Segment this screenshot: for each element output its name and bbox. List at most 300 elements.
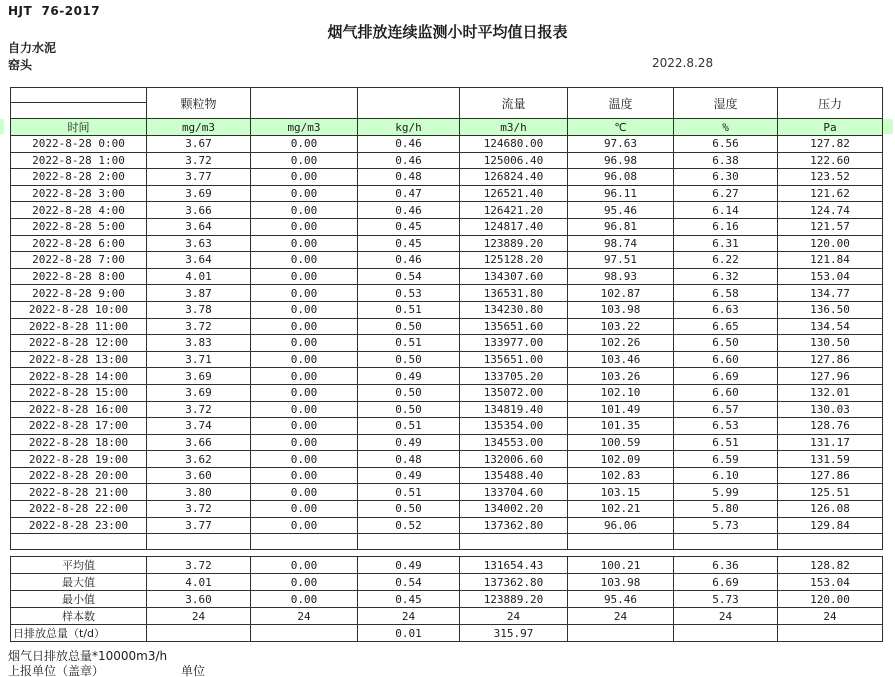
value-cell: 101.49 [568,401,674,418]
value-cell: 0.46 [358,202,460,219]
empty-row [11,534,883,550]
value-cell: 6.65 [674,318,778,335]
value-cell: 3.66 [147,434,251,451]
value-cell: 3.72 [147,401,251,418]
time-cell: 2022-8-28 13:00 [11,351,147,368]
value-cell: 131.17 [778,434,883,451]
summary-value: 137362.80 [460,574,568,591]
value-cell: 136531.80 [460,285,568,302]
value-cell: 124817.40 [460,218,568,235]
value-cell: 102.26 [568,335,674,352]
empty-cell [674,534,778,550]
time-cell: 2022-8-28 2:00 [11,169,147,186]
value-cell: 134002.20 [460,501,568,518]
value-cell: 132006.60 [460,451,568,468]
unit-header-percent: % [674,119,778,136]
value-cell: 3.72 [147,501,251,518]
value-cell: 0.51 [358,484,460,501]
highlight-strip-left [0,119,4,134]
value-cell: 0.50 [358,384,460,401]
unit-header-mg: mg/m3 [147,119,251,136]
value-cell: 3.71 [147,351,251,368]
value-cell: 96.11 [568,185,674,202]
empty-cell [251,534,358,550]
value-cell: 3.69 [147,384,251,401]
value-cell: 127.96 [778,368,883,385]
value-cell: 3.69 [147,368,251,385]
page-title: 烟气排放连续监测小时平均值日报表 [327,23,568,41]
value-cell: 3.77 [147,517,251,534]
value-cell: 0.49 [358,368,460,385]
summary-value: 0.49 [358,557,460,574]
value-cell: 137362.80 [460,517,568,534]
table-row [11,351,883,368]
table-row [11,501,883,518]
summary-label: 日排放总量（t/d） [11,625,147,642]
summary-value: 153.04 [778,574,883,591]
value-cell: 126.08 [778,501,883,518]
summary-value [778,625,883,642]
value-cell: 0.50 [358,318,460,335]
value-cell: 103.26 [568,368,674,385]
group-header-pressure: 压力 [778,88,883,119]
value-cell: 0.49 [358,467,460,484]
value-cell: 6.60 [674,351,778,368]
table-row [11,185,883,202]
time-cell: 2022-8-28 14:00 [11,368,147,385]
time-cell: 2022-8-28 3:00 [11,185,147,202]
value-cell: 3.63 [147,235,251,252]
table-row [11,268,883,285]
time-cell: 2022-8-28 21:00 [11,484,147,501]
value-cell: 121.62 [778,185,883,202]
value-cell: 3.66 [147,202,251,219]
value-cell: 0.53 [358,285,460,302]
report-date: 2022.8.28 [652,56,714,70]
value-cell: 122.60 [778,152,883,169]
value-cell: 0.45 [358,235,460,252]
value-cell: 6.30 [674,169,778,186]
value-cell: 0.00 [251,418,358,435]
value-cell: 6.51 [674,434,778,451]
table-row [11,285,883,302]
value-cell: 134307.60 [460,268,568,285]
value-cell: 134819.40 [460,401,568,418]
value-cell: 102.09 [568,451,674,468]
time-cell: 2022-8-28 17:00 [11,418,147,435]
table-row [11,335,883,352]
value-cell: 98.74 [568,235,674,252]
value-cell: 97.51 [568,252,674,269]
value-cell: 0.00 [251,517,358,534]
table-row [11,169,883,186]
value-cell: 135072.00 [460,384,568,401]
value-cell: 0.51 [358,301,460,318]
summary-value: 3.72 [147,557,251,574]
value-cell: 0.00 [251,202,358,219]
group-header-flow: 流量 [460,88,568,119]
unit-header-mg2: mg/m3 [251,119,358,136]
summary-value: 0.00 [251,557,358,574]
value-cell: 102.87 [568,285,674,302]
value-cell: 6.58 [674,285,778,302]
summary-row [11,625,883,642]
report-unit-label: 上报单位（盖章） [8,664,105,677]
empty-cell [358,534,460,550]
group-header-humidity: 湿度 [674,88,778,119]
value-cell: 6.50 [674,335,778,352]
summary-value: 6.69 [674,574,778,591]
time-cell: 2022-8-28 10:00 [11,301,147,318]
value-cell: 124.74 [778,202,883,219]
unit-header-kgh: kg/h [358,119,460,136]
time-cell: 2022-8-28 1:00 [11,152,147,169]
value-cell: 0.00 [251,467,358,484]
value-cell: 126421.20 [460,202,568,219]
value-cell: 126824.40 [460,169,568,186]
value-cell: 3.67 [147,136,251,153]
value-cell: 6.27 [674,185,778,202]
summary-value: 120.00 [778,591,883,608]
value-cell: 0.00 [251,351,358,368]
value-cell: 130.03 [778,401,883,418]
value-cell: 0.00 [251,501,358,518]
value-cell: 98.93 [568,268,674,285]
value-cell: 0.49 [358,434,460,451]
value-cell: 102.21 [568,501,674,518]
value-cell: 130.50 [778,335,883,352]
summary-label: 平均值 [11,557,147,574]
value-cell: 6.59 [674,451,778,468]
time-cell: 2022-8-28 5:00 [11,218,147,235]
summary-value: 24 [778,608,883,625]
value-cell: 134553.00 [460,434,568,451]
value-cell: 0.47 [358,185,460,202]
value-cell: 0.52 [358,517,460,534]
summary-value [568,625,674,642]
value-cell: 133704.60 [460,484,568,501]
data-rows [11,136,883,534]
value-cell: 123889.20 [460,235,568,252]
value-cell: 102.83 [568,467,674,484]
empty-cell [778,534,883,550]
value-cell: 0.46 [358,152,460,169]
value-cell: 0.46 [358,252,460,269]
time-cell: 2022-8-28 18:00 [11,434,147,451]
value-cell: 0.54 [358,268,460,285]
value-cell: 103.22 [568,318,674,335]
time-cell: 2022-8-28 8:00 [11,268,147,285]
summary-value: 0.01 [358,625,460,642]
value-cell: 0.00 [251,152,358,169]
time-cell: 2022-8-28 16:00 [11,401,147,418]
time-cell: 2022-8-28 0:00 [11,136,147,153]
value-cell: 136.50 [778,301,883,318]
value-cell: 0.00 [251,252,358,269]
value-cell: 133977.00 [460,335,568,352]
value-cell: 0.50 [358,501,460,518]
value-cell: 6.53 [674,418,778,435]
summary-value: 0.45 [358,591,460,608]
value-cell: 121.84 [778,252,883,269]
value-cell: 0.00 [251,169,358,186]
value-cell: 6.22 [674,252,778,269]
group-header-temperature: 温度 [568,88,674,119]
time-cell: 2022-8-28 22:00 [11,501,147,518]
time-cell: 2022-8-28 9:00 [11,285,147,302]
value-cell: 127.86 [778,351,883,368]
summary-row [11,557,883,574]
summary-row [11,591,883,608]
empty-cell [147,534,251,550]
table-row [11,202,883,219]
summary-label: 最大值 [11,574,147,591]
summary-label: 样本数 [11,608,147,625]
unit-header-m3h: m3/h [460,119,568,136]
value-cell: 0.00 [251,268,358,285]
time-cell: 2022-8-28 23:00 [11,517,147,534]
value-cell: 3.69 [147,185,251,202]
empty-cell [568,534,674,550]
value-cell: 5.80 [674,501,778,518]
value-cell: 96.81 [568,218,674,235]
value-cell: 96.08 [568,169,674,186]
value-cell: 135651.00 [460,351,568,368]
value-cell: 127.86 [778,467,883,484]
value-cell: 0.46 [358,136,460,153]
value-cell: 6.38 [674,152,778,169]
value-cell: 95.46 [568,202,674,219]
value-cell: 0.51 [358,418,460,435]
summary-value [147,625,251,642]
value-cell: 6.63 [674,301,778,318]
time-cell: 2022-8-28 12:00 [11,335,147,352]
value-cell: 3.78 [147,301,251,318]
summary-row [11,574,883,591]
value-cell: 134230.80 [460,301,568,318]
value-cell: 0.00 [251,368,358,385]
table-row [11,517,883,534]
value-cell: 134.77 [778,285,883,302]
value-cell: 97.63 [568,136,674,153]
value-cell: 96.06 [568,517,674,534]
summary-value: 24 [251,608,358,625]
value-cell: 0.00 [251,401,358,418]
report-table [10,87,883,550]
summary-value: 100.21 [568,557,674,574]
value-cell: 0.51 [358,335,460,352]
value-cell: 100.59 [568,434,674,451]
value-cell: 0.00 [251,384,358,401]
daily-total-note: 烟气日排放总量*10000m3/h [8,649,168,663]
value-cell: 0.48 [358,451,460,468]
value-cell: 5.99 [674,484,778,501]
value-cell: 0.00 [251,301,358,318]
unit-header-pa: Pa [778,119,883,136]
value-cell: 133705.20 [460,368,568,385]
company-name: 自力水泥 [8,41,57,55]
summary-value: 103.98 [568,574,674,591]
value-cell: 101.35 [568,418,674,435]
time-cell: 2022-8-28 19:00 [11,451,147,468]
empty-cell [11,534,147,550]
time-cell: 2022-8-28 11:00 [11,318,147,335]
summary-value: 131654.43 [460,557,568,574]
value-cell: 125006.40 [460,152,568,169]
standard-label: HJT 76-2017 [8,4,101,18]
value-cell: 3.77 [147,169,251,186]
value-cell: 0.00 [251,285,358,302]
summary-value: 123889.20 [460,591,568,608]
table-row [11,152,883,169]
value-cell: 6.32 [674,268,778,285]
time-cell: 2022-8-28 20:00 [11,467,147,484]
value-cell: 134.54 [778,318,883,335]
table-row [11,418,883,435]
value-cell: 124680.00 [460,136,568,153]
table-row [11,318,883,335]
summary-value: 6.36 [674,557,778,574]
value-cell: 0.48 [358,169,460,186]
summary-value: 5.73 [674,591,778,608]
value-cell: 3.74 [147,418,251,435]
value-cell: 3.64 [147,218,251,235]
value-cell: 131.59 [778,451,883,468]
value-cell: 120.00 [778,235,883,252]
value-cell: 0.00 [251,235,358,252]
summary-rows [11,557,883,642]
value-cell: 3.64 [147,252,251,269]
unit-header-celsius: ℃ [568,119,674,136]
summary-value [251,625,358,642]
highlight-strip-right [883,119,893,134]
value-cell: 0.00 [251,218,358,235]
value-cell: 128.76 [778,418,883,435]
value-cell: 0.45 [358,218,460,235]
unit-header-row [11,119,883,136]
summary-value: 24 [147,608,251,625]
value-cell: 0.00 [251,484,358,501]
value-cell: 3.80 [147,484,251,501]
value-cell: 3.83 [147,335,251,352]
value-cell: 132.01 [778,384,883,401]
value-cell: 3.87 [147,285,251,302]
time-cell: 2022-8-28 7:00 [11,252,147,269]
table-row [11,401,883,418]
filler-section [11,534,883,550]
value-cell: 4.01 [147,268,251,285]
time-column-header: 时间 [11,119,147,136]
value-cell: 129.84 [778,517,883,534]
group-header-empty-2 [358,88,460,119]
value-cell: 126521.40 [460,185,568,202]
summary-value: 24 [358,608,460,625]
value-cell: 103.98 [568,301,674,318]
value-cell: 6.69 [674,368,778,385]
table-row [11,218,883,235]
summary-value: 315.97 [460,625,568,642]
time-header-split-cell [11,88,147,119]
summary-value: 24 [674,608,778,625]
value-cell: 3.60 [147,467,251,484]
summary-value: 95.46 [568,591,674,608]
value-cell: 103.46 [568,351,674,368]
group-header-row [11,88,883,119]
value-cell: 0.00 [251,185,358,202]
value-cell: 6.60 [674,384,778,401]
summary-value: 4.01 [147,574,251,591]
summary-value: 3.60 [147,591,251,608]
value-cell: 5.73 [674,517,778,534]
table-row [11,301,883,318]
group-header-particulate: 颗粒物 [147,88,251,119]
value-cell: 0.50 [358,401,460,418]
value-cell: 3.72 [147,318,251,335]
unit-label: 单位 [181,664,206,677]
summary-table [10,556,883,642]
value-cell: 6.14 [674,202,778,219]
time-cell: 2022-8-28 4:00 [11,202,147,219]
value-cell: 0.00 [251,451,358,468]
value-cell: 96.98 [568,152,674,169]
summary-label: 最小值 [11,591,147,608]
table-row [11,434,883,451]
value-cell: 125128.20 [460,252,568,269]
empty-cell [460,534,568,550]
header-rows [11,88,883,136]
value-cell: 135651.60 [460,318,568,335]
time-cell: 2022-8-28 15:00 [11,384,147,401]
value-cell: 0.00 [251,136,358,153]
value-cell: 125.51 [778,484,883,501]
value-cell: 0.00 [251,434,358,451]
value-cell: 121.57 [778,218,883,235]
value-cell: 6.16 [674,218,778,235]
value-cell: 0.00 [251,318,358,335]
value-cell: 103.15 [568,484,674,501]
time-cell: 2022-8-28 6:00 [11,235,147,252]
value-cell: 6.31 [674,235,778,252]
summary-value: 128.82 [778,557,883,574]
split-divider [11,88,146,103]
value-cell: 6.10 [674,467,778,484]
table-row [11,136,883,153]
value-cell: 123.52 [778,169,883,186]
summary-value: 24 [568,608,674,625]
summary-value: 0.00 [251,574,358,591]
group-header-empty-1 [251,88,358,119]
value-cell: 6.56 [674,136,778,153]
table-row [11,384,883,401]
value-cell: 135488.40 [460,467,568,484]
table-row [11,484,883,501]
summary-value: 0.00 [251,591,358,608]
table-row [11,451,883,468]
value-cell: 102.10 [568,384,674,401]
table-row [11,235,883,252]
summary-value: 24 [460,608,568,625]
summary-row [11,608,883,625]
value-cell: 0.50 [358,351,460,368]
table-row [11,467,883,484]
value-cell: 3.72 [147,152,251,169]
value-cell: 153.04 [778,268,883,285]
table-row [11,252,883,269]
value-cell: 3.62 [147,451,251,468]
monitoring-point: 窑头 [8,58,33,72]
value-cell: 6.57 [674,401,778,418]
value-cell: 135354.00 [460,418,568,435]
